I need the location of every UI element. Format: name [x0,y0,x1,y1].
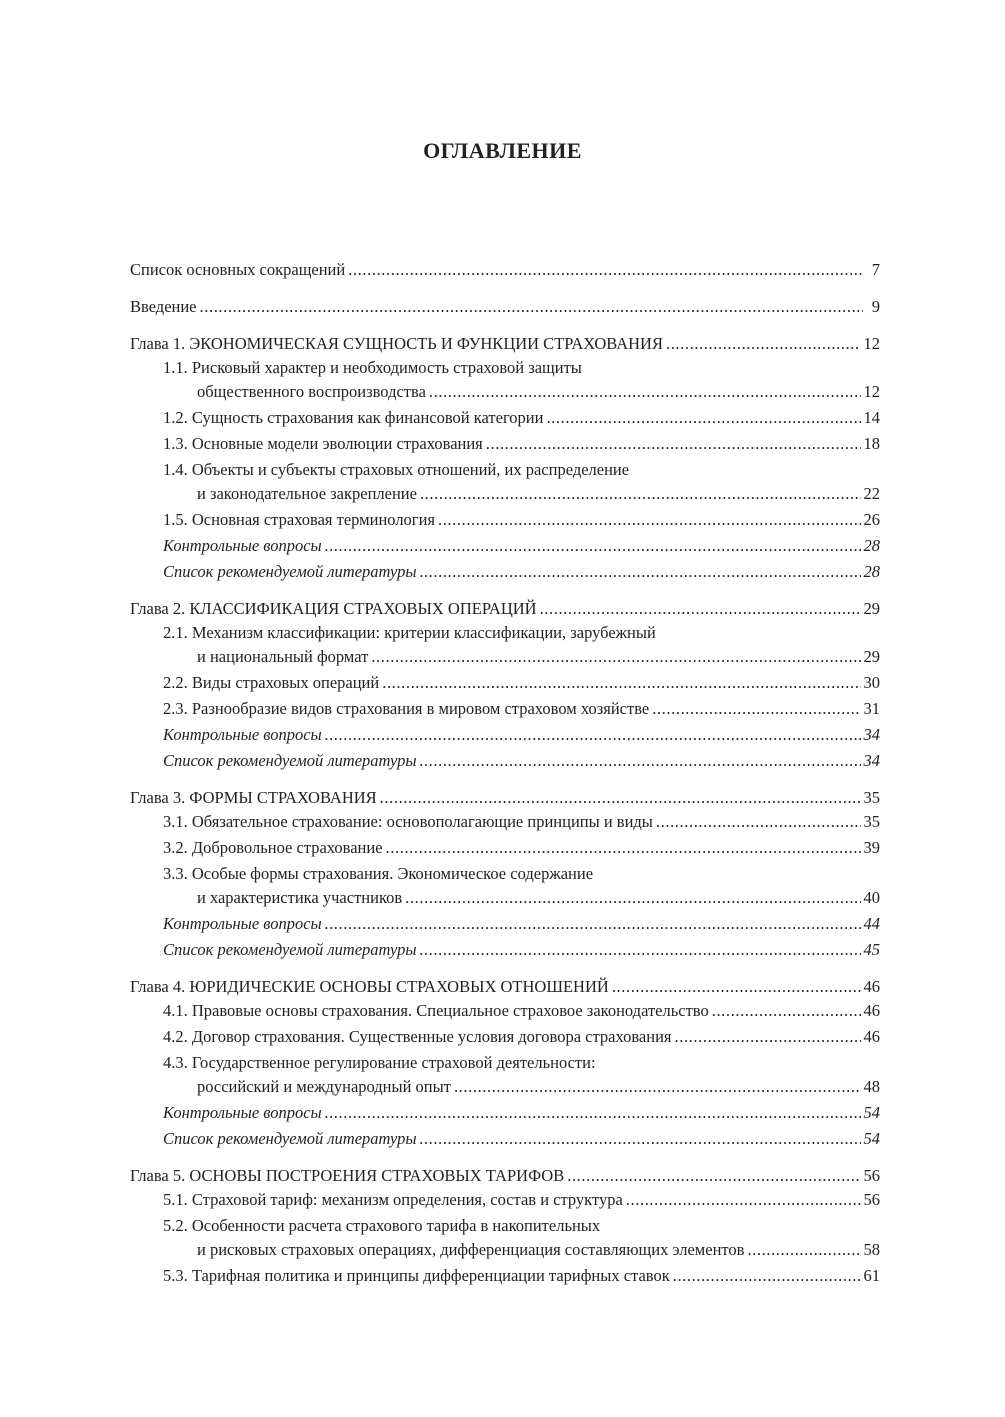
toc-entry-text: и характеристика участников [197,888,403,907]
toc-questions-2[interactable] [130,723,880,747]
toc-entry-text: 1.5. Основная страховая терминология [163,510,435,529]
toc-section-1-4-line1[interactable]: 1.4. Объекты и субъекты страховых отношений, их распределение [163,460,630,479]
table-of-contents [130,258,880,1288]
toc-chapter-title: Глава 4. ЮРИДИЧЕСКИЕ ОСНОВЫ СТРАХОВЫХ ОТНОШЕНИЙ [130,977,609,996]
dot-leader [325,1101,861,1125]
toc-entry-text: 3.2. Добровольное страхование [163,838,383,857]
dot-leader [200,295,863,319]
toc-section-2-1-line1[interactable]: 2.1. Механизм классификации: критерии классификации, зарубежный [163,623,656,642]
toc-section-3-3-line1[interactable]: 3.3. Особые формы страхования. Экономическое содержание [163,864,594,883]
toc-section-4-2[interactable] [130,1025,880,1049]
toc-section-5-2-line1[interactable]: 5.2. Особенности расчета страхового тарифа в накопительных [163,1216,601,1235]
toc-entry-text: 5.1. Страховой тариф: механизм определения, состав и структура [163,1190,623,1209]
toc-page-number: 34 [863,725,880,744]
toc-entry-text: Контрольные вопросы [163,914,322,933]
toc-chapter-1[interactable] [130,332,880,356]
toc-entry-text: Контрольные вопросы [163,1103,322,1122]
toc-entry-text: Введение [130,297,197,316]
dot-leader [567,1164,860,1188]
toc-entry-text: Список рекомендуемой литературы [163,751,417,770]
toc-page-number: 39 [863,838,880,857]
toc-page-number: 58 [863,1240,880,1259]
dot-leader [675,1025,861,1049]
toc-literature-3[interactable] [130,938,880,962]
toc-page-number: 56 [863,1190,880,1209]
toc-entry-text: и рисковых страховых операциях, дифференциация составляющих элементов [197,1240,745,1259]
toc-questions-3[interactable] [130,912,880,936]
toc-entry-text: Список рекомендуемой литературы [163,562,417,581]
toc-entry-text: Список рекомендуемой литературы [163,1129,417,1148]
toc-entry-text: Список рекомендуемой литературы [163,940,417,959]
toc-entry-text: российский и международный опыт [197,1077,451,1096]
dot-leader [382,671,860,695]
toc-page-number: 29 [863,599,880,618]
toc-page-number: 35 [863,788,880,807]
toc-entry-text: 2.2. Виды страховых операций [163,673,380,692]
dot-leader [325,534,861,558]
toc-section-3-3[interactable] [130,886,880,910]
toc-page-number: 34 [863,751,880,770]
dot-leader [546,406,860,430]
toc-section-2-2[interactable] [130,671,880,695]
toc-chapter-3[interactable] [130,786,880,810]
toc-section-4-3[interactable] [130,1075,880,1099]
dot-leader [420,1127,861,1151]
toc-section-4-1[interactable] [130,999,880,1023]
toc-page-number: 61 [863,1266,880,1285]
toc-page-number: 54 [863,1103,880,1122]
dot-leader [486,432,861,456]
toc-section-3-1[interactable] [130,810,880,834]
dot-leader [380,786,861,810]
toc-section-5-2[interactable] [130,1238,880,1262]
toc-page-number: 31 [863,699,880,718]
toc-chapter-title: Глава 1. ЭКОНОМИЧЕСКАЯ СУЩНОСТЬ И ФУНКЦИИ СТРАХОВАНИЯ [130,334,663,353]
toc-page-number: 26 [863,510,880,529]
dot-leader [405,886,860,910]
toc-section-5-1[interactable] [130,1188,880,1212]
toc-section-3-2[interactable] [130,836,880,860]
toc-page-number: 28 [863,562,880,581]
toc-page-number: 12 [863,334,880,353]
toc-entry-text: Контрольные вопросы [163,725,322,744]
toc-section-5-3[interactable] [130,1264,880,1288]
dot-leader [747,1238,860,1262]
toc-section-1-1-line1[interactable]: 1.1. Рисковый характер и необходимость страховой защиты [163,358,582,377]
toc-entry-introduction[interactable] [130,295,880,319]
dot-leader [325,723,861,747]
toc-section-1-1[interactable] [130,380,880,404]
toc-literature-2[interactable] [130,749,880,773]
toc-page-number: 18 [863,434,880,453]
toc-questions-1[interactable] [130,534,880,558]
toc-chapter-5[interactable] [130,1164,880,1188]
toc-entry-text: 4.1. Правовые основы страхования. Специальное страховое законодательство [163,1001,709,1020]
toc-literature-1[interactable] [130,560,880,584]
dot-leader [673,1264,861,1288]
toc-entry-text: и национальный формат [197,647,369,666]
toc-entry-text: Контрольные вопросы [163,536,322,555]
toc-entry-text: 4.2. Договор страхования. Существенные условия договора страхования [163,1027,672,1046]
toc-page-number: 45 [863,940,880,959]
toc-page-number: 30 [863,673,880,692]
dot-leader [652,697,860,721]
dot-leader [325,912,861,936]
dot-leader [626,1188,861,1212]
dot-leader [429,380,861,404]
toc-entry-text: и законодательное закрепление [197,484,417,503]
toc-section-1-4[interactable] [130,482,880,506]
toc-entry-text: 3.1. Обязательное страхование: основополагающие принципы и виды [163,812,653,831]
dot-leader [666,332,861,356]
toc-page-number: 46 [863,977,880,996]
toc-page-number: 9 [871,297,880,316]
toc-section-1-2[interactable] [130,406,880,430]
toc-page-number: 40 [863,888,880,907]
dot-leader [438,508,861,532]
toc-page-number: 44 [863,914,880,933]
toc-chapter-title: Глава 3. ФОРМЫ СТРАХОВАНИЯ [130,788,377,807]
toc-page-number: 35 [863,812,880,831]
toc-section-4-3-line1[interactable]: 4.3. Государственное регулирование страховой деятельности: [163,1053,596,1072]
toc-page-number: 22 [863,484,880,503]
toc-page-number: 29 [863,647,880,666]
toc-page-number: 46 [863,1001,880,1020]
toc-page-number: 28 [863,536,880,555]
toc-entry-text: 1.2. Сущность страхования как финансовой категории [163,408,544,427]
dot-leader [371,645,860,669]
toc-chapter-4[interactable] [130,975,880,999]
toc-page-number: 7 [871,260,880,279]
toc-page-number: 54 [863,1129,880,1148]
toc-section-1-5[interactable] [130,508,880,532]
dot-leader [540,597,861,621]
dot-leader [348,258,863,282]
dot-leader [612,975,861,999]
toc-section-1-3[interactable] [130,432,880,456]
dot-leader [386,836,861,860]
toc-chapter-2[interactable] [130,597,880,621]
dot-leader [656,810,861,834]
dot-leader [712,999,861,1023]
toc-entry-text: общественного воспроизводства [197,382,426,401]
toc-questions-4[interactable] [130,1101,880,1125]
toc-entry-text: 1.3. Основные модели эволюции страхования [163,434,483,453]
dot-leader [420,938,861,962]
toc-chapter-title: Глава 5. ОСНОВЫ ПОСТРОЕНИЯ СТРАХОВЫХ ТАРИФОВ [130,1166,565,1185]
toc-entry-text: Список основных сокращений [130,260,346,279]
dot-leader [454,1075,861,1099]
toc-page-number: 48 [863,1077,880,1096]
toc-entry-text: 2.3. Разнообразие видов страхования в мировом страховом хозяйстве [163,699,650,718]
page-title: ОГЛАВЛЕНИЕ [423,138,582,163]
toc-section-2-1[interactable] [130,645,880,669]
toc-entry-abbreviations[interactable] [130,258,880,282]
toc-page-number: 12 [863,382,880,401]
toc-page-number: 14 [863,408,880,427]
toc-entry-text: 5.3. Тарифная политика и принципы дифференциации тарифных ставок [163,1266,670,1285]
dot-leader [420,482,861,506]
toc-section-2-3[interactable] [130,697,880,721]
toc-page-number: 46 [863,1027,880,1046]
toc-page-number: 56 [863,1166,880,1185]
dot-leader [420,749,861,773]
toc-chapter-title: Глава 2. КЛАССИФИКАЦИЯ СТРАХОВЫХ ОПЕРАЦИЙ [130,599,537,618]
dot-leader [420,560,861,584]
toc-literature-4[interactable] [130,1127,880,1151]
